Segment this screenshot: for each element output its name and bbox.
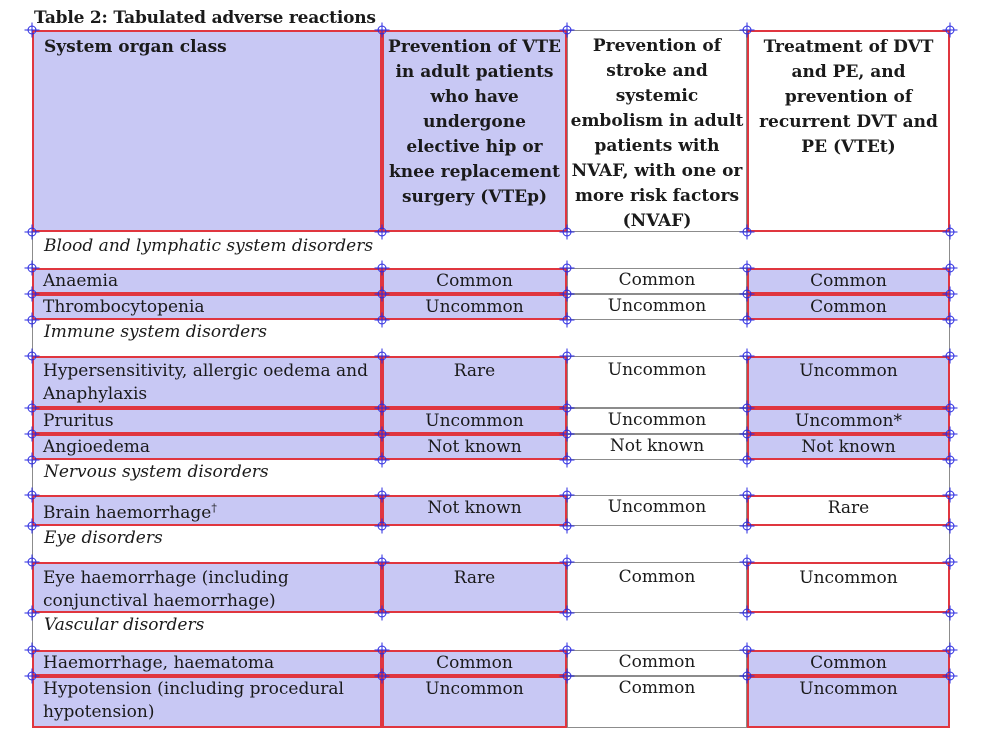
cell-corner-handle[interactable]: [28, 646, 37, 655]
section-immune: Immune system disorders: [32, 320, 950, 356]
row-angioedema-vtep: Not known: [382, 434, 567, 460]
row-hypotension-vtep: Uncommon: [382, 676, 567, 728]
cell-corner-handle[interactable]: [28, 404, 37, 413]
cell-corner-handle[interactable]: [946, 609, 955, 618]
cell-corner-handle[interactable]: [946, 316, 955, 325]
cell-corner-handle[interactable]: [563, 352, 572, 361]
cell-corner-handle[interactable]: [563, 491, 572, 500]
row-brain-haemorrhage-name: [32, 495, 382, 526]
row-anaemia-vtet: Common: [747, 268, 950, 294]
cell-corner-handle[interactable]: [378, 491, 387, 500]
cell-corner-handle[interactable]: [743, 290, 752, 299]
row-pruritus-name: Pruritus: [32, 408, 382, 434]
cell-corner-handle[interactable]: [946, 264, 955, 273]
row-thrombocytopenia-vtep: Uncommon: [382, 294, 567, 320]
cell-corner-handle[interactable]: [946, 404, 955, 413]
cell-corner-handle[interactable]: [743, 672, 752, 681]
row-thrombocytopenia-vtet: Common: [747, 294, 950, 320]
section-nervous: Nervous system disorders: [32, 460, 950, 495]
cell-corner-handle[interactable]: [563, 646, 572, 655]
cell-corner-handle[interactable]: [946, 491, 955, 500]
row-pruritus-vtep: Uncommon: [382, 408, 567, 434]
row-anaemia-nvaf: Common: [567, 268, 747, 294]
cell-corner-handle[interactable]: [743, 522, 752, 531]
section-blood-lymphatic: Blood and lymphatic system disorders: [32, 232, 950, 268]
cell-corner-handle[interactable]: [946, 228, 955, 237]
row-hypersensitivity-nvaf: Uncommon: [567, 356, 747, 408]
cell-corner-handle[interactable]: [378, 672, 387, 681]
cell-corner-handle[interactable]: [378, 430, 387, 439]
cell-corner-handle[interactable]: [743, 456, 752, 465]
row-anaemia-name: Anaemia: [32, 268, 382, 294]
cell-corner-handle[interactable]: [946, 456, 955, 465]
row-haemorrhage-haematoma-nvaf: Common: [567, 650, 747, 676]
row-anaemia-vtep: Common: [382, 268, 567, 294]
cell-corner-handle[interactable]: [28, 26, 37, 35]
row-eye-haemorrhage-vtet: Uncommon: [747, 562, 950, 613]
cell-corner-handle[interactable]: [378, 26, 387, 35]
cell-corner-handle[interactable]: [378, 558, 387, 567]
header-system-organ-class: System organ class: [32, 30, 382, 232]
cell-corner-handle[interactable]: [28, 228, 37, 237]
cell-corner-handle[interactable]: [378, 264, 387, 273]
cell-corner-handle[interactable]: [743, 264, 752, 273]
cell-corner-handle[interactable]: [28, 456, 37, 465]
cell-corner-handle[interactable]: [378, 316, 387, 325]
table-title: Table 2: Tabulated adverse reactions: [34, 8, 376, 28]
cell-corner-handle[interactable]: [563, 264, 572, 273]
cell-corner-handle[interactable]: [28, 522, 37, 531]
header-nvaf: Prevention of stroke and systemic embolism in adult patients with NVAF, with one or more risk factors (NVAF): [567, 30, 747, 232]
row-haemorrhage-haematoma-vtep: Common: [382, 650, 567, 676]
cell-corner-handle[interactable]: [946, 430, 955, 439]
cell-corner-handle[interactable]: [378, 352, 387, 361]
cell-corner-handle[interactable]: [563, 290, 572, 299]
row-hypersensitivity-vtep: Rare: [382, 356, 567, 408]
cell-corner-handle[interactable]: [378, 609, 387, 618]
cell-corner-handle[interactable]: [946, 352, 955, 361]
cell-corner-handle[interactable]: [563, 558, 572, 567]
cell-corner-handle[interactable]: [28, 430, 37, 439]
dagger-footnote-mark: †: [211, 501, 217, 515]
cell-corner-handle[interactable]: [563, 672, 572, 681]
row-hypotension-nvaf: Common: [567, 676, 747, 728]
cell-corner-handle[interactable]: [743, 352, 752, 361]
row-pruritus-nvaf: Uncommon: [567, 408, 747, 434]
cell-corner-handle[interactable]: [743, 26, 752, 35]
row-thrombocytopenia-nvaf: Uncommon: [567, 294, 747, 320]
row-haemorrhage-haematoma-name: Haemorrhage, haematoma: [32, 650, 382, 676]
row-eye-haemorrhage-vtep: Rare: [382, 562, 567, 613]
cell-corner-handle[interactable]: [563, 456, 572, 465]
row-hypersensitivity-name: Hypersensitivity, allergic oedema and Anaphylaxis: [32, 356, 382, 408]
cell-corner-handle[interactable]: [743, 558, 752, 567]
cell-corner-handle[interactable]: [378, 522, 387, 531]
cell-corner-handle[interactable]: [743, 316, 752, 325]
cell-corner-handle[interactable]: [743, 430, 752, 439]
row-eye-haemorrhage-nvaf: Common: [567, 562, 747, 613]
section-vascular: Vascular disorders: [32, 613, 950, 650]
cell-corner-handle[interactable]: [28, 491, 37, 500]
cell-corner-handle[interactable]: [743, 609, 752, 618]
cell-corner-handle[interactable]: [28, 558, 37, 567]
cell-corner-handle[interactable]: [563, 430, 572, 439]
cell-corner-handle[interactable]: [946, 672, 955, 681]
cell-corner-handle[interactable]: [28, 609, 37, 618]
cell-corner-handle[interactable]: [28, 264, 37, 273]
row-brain-haemorrhage-nvaf: Uncommon: [567, 495, 747, 526]
row-brain-haemorrhage-label: Brain haemorrhage: [43, 503, 212, 523]
cell-corner-handle[interactable]: [946, 290, 955, 299]
section-eye: Eye disorders: [32, 526, 950, 562]
row-haemorrhage-haematoma-vtet: Common: [747, 650, 950, 676]
cell-corner-handle[interactable]: [378, 228, 387, 237]
row-eye-haemorrhage-name: Eye haemorrhage (including conjunctival haemorrhage): [32, 562, 382, 613]
row-angioedema-name: Angioedema: [32, 434, 382, 460]
header-vtep: Prevention of VTE in adult patients who have undergone elective hip or knee replacement surgery (VTEp): [382, 30, 567, 232]
cell-corner-handle[interactable]: [743, 404, 752, 413]
cell-corner-handle[interactable]: [28, 352, 37, 361]
cell-corner-handle[interactable]: [563, 522, 572, 531]
cell-corner-handle[interactable]: [28, 316, 37, 325]
row-pruritus-vtet: Uncommon*: [747, 408, 950, 434]
row-angioedema-vtet: Not known: [747, 434, 950, 460]
cell-corner-handle[interactable]: [378, 290, 387, 299]
cell-corner-handle[interactable]: [743, 646, 752, 655]
cell-corner-handle[interactable]: [743, 228, 752, 237]
row-brain-haemorrhage-vtet: Rare: [747, 495, 950, 526]
cell-corner-handle[interactable]: [946, 26, 955, 35]
cell-corner-handle[interactable]: [563, 26, 572, 35]
cell-corner-handle[interactable]: [378, 456, 387, 465]
header-vtet: Treatment of DVT and PE, and prevention of recurrent DVT and PE (VTEt): [747, 30, 950, 232]
row-hypotension-name: Hypotension (including procedural hypotension): [32, 676, 382, 728]
cell-corner-handle[interactable]: [563, 404, 572, 413]
cell-corner-handle[interactable]: [28, 290, 37, 299]
cell-corner-handle[interactable]: [378, 404, 387, 413]
row-angioedema-nvaf: Not known: [567, 434, 747, 460]
cell-corner-handle[interactable]: [28, 672, 37, 681]
row-thrombocytopenia-name: Thrombocytopenia: [32, 294, 382, 320]
row-hypersensitivity-vtet: Uncommon: [747, 356, 950, 408]
cell-corner-handle[interactable]: [946, 522, 955, 531]
row-hypotension-vtet: Uncommon: [747, 676, 950, 728]
cell-corner-handle[interactable]: [563, 316, 572, 325]
row-brain-haemorrhage-vtep: Not known: [382, 495, 567, 526]
cell-corner-handle[interactable]: [946, 558, 955, 567]
cell-corner-handle[interactable]: [563, 228, 572, 237]
cell-corner-handle[interactable]: [563, 609, 572, 618]
cell-corner-handle[interactable]: [743, 491, 752, 500]
cell-corner-handle[interactable]: [946, 646, 955, 655]
cell-corner-handle[interactable]: [378, 646, 387, 655]
